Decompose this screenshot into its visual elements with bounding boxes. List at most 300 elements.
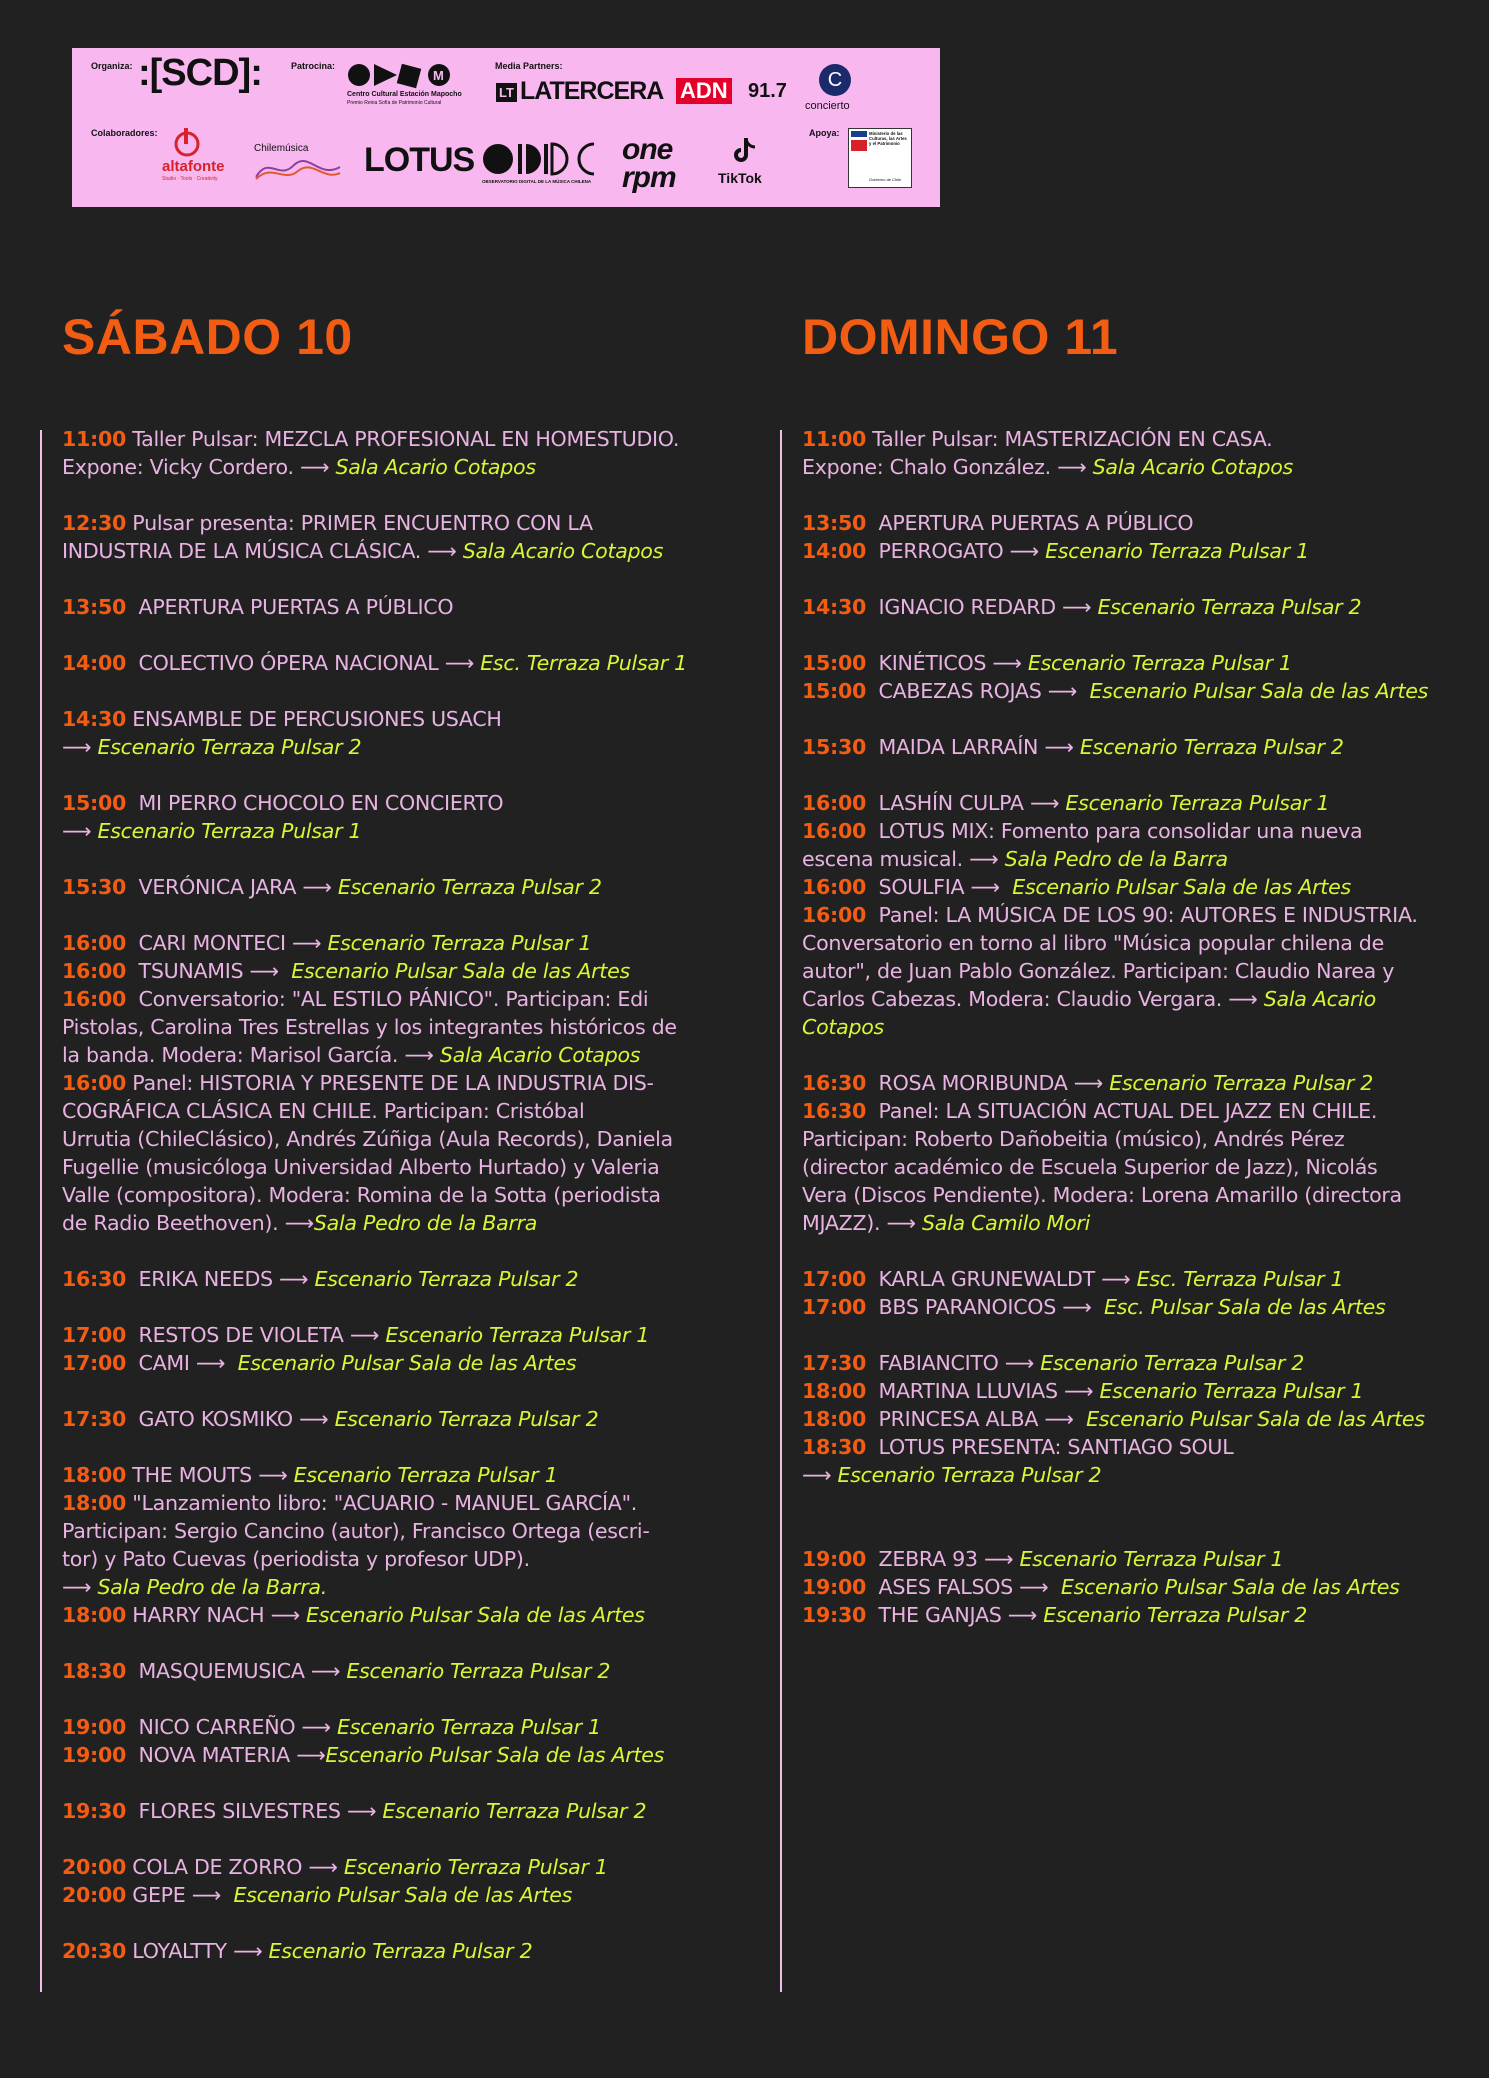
event-title: APERTURA PUERTAS A PÚBLICO <box>866 511 1194 535</box>
event-title: LA SITUACIÓN ACTUAL DEL JAZZ EN CHILE. <box>945 1099 1378 1123</box>
schedule-line <box>802 957 1482 985</box>
event-text: ⟶ <box>1029 791 1066 815</box>
time: 16:30 <box>802 1099 867 1123</box>
venue-link: Sala Pedro de la Barra <box>1004 847 1228 871</box>
schedule-line <box>802 1601 1482 1629</box>
event-text: (director académico de Escuela Superior de Jazz), Nicolás <box>802 1155 1378 1179</box>
venue-link: Escenario Terraza Pulsar 1 <box>1019 1547 1284 1571</box>
schedule-spacer <box>802 1517 1482 1545</box>
time: 14:00 <box>62 651 127 675</box>
schedule-entry <box>802 1069 1482 1237</box>
event-title: FABIANCITO <box>866 1351 1005 1375</box>
event-title: LASHÍN CULPA <box>866 791 1030 815</box>
time: 17:00 <box>802 1295 867 1319</box>
tiktok-logo: TikTok <box>718 170 762 186</box>
event-text: ⟶ <box>404 1043 440 1067</box>
schedule-line <box>62 873 742 901</box>
event-title: NOVA MATERIA <box>126 1743 297 1767</box>
schedule-line <box>802 537 1482 565</box>
schedule-line <box>802 453 1482 481</box>
event-title: PERROGATO <box>866 539 1010 563</box>
altafonte-logo: altafonte <box>162 158 225 175</box>
event-text: . <box>630 1491 638 1515</box>
schedule-line <box>802 593 1482 621</box>
venue-link: Escenario Terraza Pulsar 1 <box>343 1855 608 1879</box>
event-text: ⟶ <box>195 1351 238 1375</box>
event-title: HARRY NACH <box>126 1603 271 1627</box>
event-text: ⟶ <box>1019 1575 1061 1599</box>
event-text: escena musical. <box>802 847 970 871</box>
time: 15:00 <box>62 791 127 815</box>
event-text: ⟶ <box>1063 1379 1100 1403</box>
event-text: Expone: Chalo González. <box>802 455 1058 479</box>
schedule-line <box>802 1181 1482 1209</box>
event-text: ⟶ <box>191 1883 234 1907</box>
schedule-entry <box>62 873 742 901</box>
event-title: ZEBRA 93 <box>866 1547 984 1571</box>
event-text: ⟶ <box>62 735 98 759</box>
scd-logo: :[SCD]: <box>138 52 262 94</box>
event-title: MASTERIZACIÓN EN CASA. <box>1004 427 1273 451</box>
organiza-label: Organiza: <box>91 61 133 71</box>
event-title: COGRÁFICA CLÁSICA EN CHILE <box>62 1099 372 1123</box>
event-text: ⟶ <box>299 1407 335 1431</box>
altafonte-icon <box>172 128 202 158</box>
schedule-entry <box>62 649 742 677</box>
time: 20:30 <box>62 1939 127 1963</box>
schedule-line <box>802 733 1482 761</box>
concierto-icon: C <box>819 64 851 96</box>
event-title: SOULFIA <box>866 875 971 899</box>
schedule-entry <box>802 1545 1482 1629</box>
venue-link: Escenario Terraza Pulsar 2 <box>268 1939 533 1963</box>
event-text: ⟶ <box>1009 539 1046 563</box>
event-title: COLA DE ZORRO <box>126 1855 309 1879</box>
schedule-line <box>802 789 1482 817</box>
schedule-line <box>62 1489 742 1517</box>
venue-link: Escenario Terraza Pulsar 2 <box>1109 1071 1374 1095</box>
schedule-line <box>802 509 1482 537</box>
schedule-line <box>802 1573 1482 1601</box>
event-title: MAIDA LARRAÍN <box>866 735 1045 759</box>
time: 17:00 <box>62 1323 127 1347</box>
event-title: APERTURA PUERTAS A PÚBLICO <box>126 595 454 619</box>
venue-link: Escenario Pulsar Sala de las Artes <box>1086 1407 1425 1431</box>
event-text: ⟶ <box>299 455 336 479</box>
schedule-line <box>62 789 742 817</box>
schedule-line <box>802 1293 1482 1321</box>
venue-link: Sala Acario Cotapos <box>439 1043 641 1067</box>
schedule-line <box>802 677 1482 705</box>
event-title: TSUNAMIS <box>126 959 250 983</box>
venue-link: Escenario Terraza Pulsar 1 <box>337 1715 601 1739</box>
event-text: ⟶ <box>427 539 463 563</box>
event-text: Pulsar presenta: <box>126 511 301 535</box>
event-text: Panel: <box>866 903 946 927</box>
schedule-line <box>802 845 1482 873</box>
event-title: LOTUS MIX <box>866 819 989 843</box>
event-title: GATO KOSMIKO <box>126 1407 300 1431</box>
time: 19:00 <box>802 1575 867 1599</box>
schedule-line <box>62 1881 742 1909</box>
event-title: CAMI <box>126 1351 196 1375</box>
schedule-line <box>62 1209 742 1237</box>
event-title: PRINCESA ALBA <box>866 1407 1045 1431</box>
event-text: Taller Pulsar: <box>126 427 265 451</box>
schedule-line <box>62 1797 742 1825</box>
time: 18:00 <box>802 1379 867 1403</box>
ministerio-logo <box>848 128 912 188</box>
schedule-line <box>802 1265 1482 1293</box>
event-text: Taller Pulsar: <box>866 427 1005 451</box>
event-text: ⟶ <box>346 1799 383 1823</box>
time: 18:00 <box>62 1463 127 1487</box>
media-partners-label: Media Partners: <box>495 61 563 71</box>
event-title: CARI MONTECI <box>126 931 293 955</box>
time: 11:00 <box>802 427 867 451</box>
schedule-entry <box>802 1349 1482 1489</box>
event-text: Participan: Sergio Cancino (autor), Francisco Ortega (escri- <box>62 1519 650 1543</box>
time: 11:00 <box>62 427 127 451</box>
event-title: HISTORIA Y PRESENTE DE LA INDUSTRIA DIS- <box>199 1071 654 1095</box>
schedule-line <box>62 453 742 481</box>
schedule-line <box>802 1125 1482 1153</box>
event-text: autor", de Juan Pablo González. Participan: Claudio Narea y <box>802 959 1395 983</box>
event-text: Participan: Roberto Dañobeitia (músico), Andrés Pérez <box>802 1127 1345 1151</box>
event-text: ⟶ <box>296 1743 326 1767</box>
time: 16:00 <box>802 903 867 927</box>
event-title: THE GANJAS <box>866 1603 1008 1627</box>
event-title: CABEZAS ROJAS <box>866 679 1048 703</box>
altafonte-sub: Studio · Tools · Creativity <box>162 176 218 182</box>
event-text: ⟶ <box>279 1267 315 1291</box>
schedule-line <box>802 649 1482 677</box>
time: 19:00 <box>62 1715 127 1739</box>
event-text: ⟶ <box>1062 595 1098 619</box>
event-text: ⟶ <box>1047 679 1090 703</box>
venue-link: Escenario Terraza Pulsar 2 <box>837 1463 1102 1487</box>
schedule-line <box>802 1545 1482 1573</box>
adn-logo: ADN <box>676 78 732 104</box>
schedule-entry <box>62 1657 742 1685</box>
schedule-line <box>802 901 1482 929</box>
event-title: LA MÚSICA DE LOS 90: AUTORES E INDUSTRIA. <box>945 903 1418 927</box>
time: 14:30 <box>802 595 867 619</box>
schedule-line <box>802 1013 1482 1041</box>
event-text: ⟶ <box>292 931 328 955</box>
venue-link: Escenario Pulsar Sala de las Artes <box>1089 679 1429 703</box>
venue-link: Sala Pedro de la Barra. <box>97 1575 327 1599</box>
event-text: ⟶ <box>1007 1603 1044 1627</box>
schedule-line <box>802 1461 1482 1489</box>
time: 16:00 <box>62 959 127 983</box>
venue-link: Cotapos <box>802 1015 884 1039</box>
adn-frequency: 91.7 <box>748 80 787 102</box>
event-text: ⟶ <box>308 1855 344 1879</box>
venue-link: Escenario Terraza Pulsar 2 <box>1097 595 1362 619</box>
venue-link: Escenario Terraza Pulsar 2 <box>97 735 362 759</box>
schedule-entry <box>62 1713 742 1769</box>
schedule-line <box>62 1573 742 1601</box>
time: 16:00 <box>802 819 867 843</box>
event-text: ⟶ <box>249 959 292 983</box>
venue-link: Sala Acario Cotapos <box>335 455 536 479</box>
time: 16:00 <box>802 791 867 815</box>
time: 16:00 <box>62 987 127 1011</box>
venue-link: Esc. Terraza Pulsar 1 <box>1136 1267 1344 1291</box>
observatorio-logo: OBSERVATORIO DIGITAL DE LA MÚSICA CHILENA <box>482 179 592 184</box>
saturday-title: SÁBADO 10 <box>62 309 353 365</box>
sunday-title: DOMINGO 11 <box>802 309 1119 365</box>
event-title: LOYALTTY <box>126 1939 234 1963</box>
venue-link: Escenario Terraza Pulsar 1 <box>1045 539 1309 563</box>
schedule-entry <box>802 509 1482 565</box>
event-text: Conversatorio en torno al libro "Música popular chilena de <box>802 931 1384 955</box>
venue-link: Sala Acario Cotapos <box>462 539 664 563</box>
schedule-line <box>62 1013 742 1041</box>
event-text: ⟶ <box>310 1659 347 1683</box>
chile-shield-icon <box>851 131 867 151</box>
time: 12:30 <box>62 511 127 535</box>
schedule-entry <box>62 1461 742 1629</box>
venue-link: Escenario Pulsar Sala de las Artes <box>306 1603 645 1627</box>
event-title: MEZCLA PROFESIONAL EN HOMESTUDIO. <box>264 427 680 451</box>
schedule-entry <box>62 425 742 481</box>
event-title: FLORES SILVESTRES <box>126 1799 347 1823</box>
event-text: ⟶ <box>62 819 98 843</box>
time: 15:30 <box>62 875 127 899</box>
event-text: Valle (compositora). Modera: Romina de la Sotta (periodista <box>62 1183 661 1207</box>
schedule-line <box>62 705 742 733</box>
venue-link: Escenario Terraza Pulsar 1 <box>327 931 592 955</box>
venue-link: Escenario Terraza Pulsar 1 <box>1027 651 1292 675</box>
time: 17:30 <box>802 1351 867 1375</box>
tiktok-icon <box>732 136 758 164</box>
venue-link: Escenario Terraza Pulsar 1 <box>97 819 362 843</box>
venue-link: Escenario Pulsar Sala de las Artes <box>1060 1575 1400 1599</box>
time: 19:00 <box>62 1743 127 1767</box>
schedule-line <box>62 1181 742 1209</box>
event-text: ⟶ <box>802 1463 838 1487</box>
schedule-entry <box>62 509 742 565</box>
time: 15:00 <box>802 651 867 675</box>
venue-link: Esc. Pulsar Sala de las Artes <box>1103 1295 1386 1319</box>
ministerio-name: Ministerio de las Culturas, las Artes y el Patrimonio <box>869 131 907 146</box>
schedule-entry <box>62 789 742 845</box>
schedule-line <box>802 1349 1482 1377</box>
event-text: ⟶ <box>1228 987 1264 1011</box>
schedule-line <box>62 1321 742 1349</box>
schedule-entry <box>802 649 1482 705</box>
event-title: COLECTIVO ÓPERA NACIONAL <box>126 651 445 675</box>
time: 14:30 <box>62 707 127 731</box>
time: 20:00 <box>62 1883 127 1907</box>
time: 18:00 <box>62 1603 127 1627</box>
event-text: ⟶ <box>284 1211 314 1235</box>
time: 18:30 <box>62 1659 127 1683</box>
venue-link: Sala Camilo Mori <box>922 1211 1090 1235</box>
event-text: Panel: <box>126 1071 200 1095</box>
patrocina-label: Patrocina: <box>291 61 336 71</box>
time: 16:00 <box>802 875 867 899</box>
mapocho-shapes-icon <box>347 60 457 90</box>
schedule-entry <box>62 1853 742 1909</box>
venue-link: Sala Pedro de la Barra <box>313 1211 538 1235</box>
event-title: ERIKA NEEDS <box>126 1267 280 1291</box>
event-text: ⟶ <box>969 847 1005 871</box>
event-text: Urrutia (ChileClásico), Andrés Zúñiga (Aula Records), Daniela <box>62 1127 673 1151</box>
schedule-line <box>62 1125 742 1153</box>
venue-link: Escenario Terraza Pulsar 1 <box>1099 1379 1364 1403</box>
event-title: NICO CARREÑO <box>126 1715 302 1739</box>
sunday-schedule <box>802 425 1482 1657</box>
schedule-line <box>802 1153 1482 1181</box>
concierto-logo: concierto <box>805 100 850 112</box>
venue-link: Escenario Terraza Pulsar 2 <box>346 1659 611 1683</box>
event-text: . Participan: Edi <box>492 987 649 1011</box>
event-text: Fugellie (musicóloga Universidad Alberto Hurtado) y Valeria <box>62 1155 660 1179</box>
schedule-entry <box>62 1265 742 1293</box>
schedule-entry <box>802 1265 1482 1321</box>
event-text: . Participan: Cristóbal <box>371 1099 585 1123</box>
event-title: "ACUARIO - MANUEL GARCÍA" <box>333 1491 631 1515</box>
event-text: ⟶ <box>1004 1351 1041 1375</box>
schedule-line <box>62 817 742 845</box>
event-text: MJAZZ). <box>802 1211 887 1235</box>
schedule-entry <box>62 705 742 761</box>
schedule-line <box>802 1069 1482 1097</box>
lotus-logo: LOTUS <box>364 141 475 179</box>
schedule-line <box>802 1097 1482 1125</box>
event-text: ⟶ <box>1062 1295 1104 1319</box>
schedule-line <box>62 733 742 761</box>
event-text: ⟶ <box>444 651 481 675</box>
schedule-line <box>62 1097 742 1125</box>
time: 16:30 <box>62 1267 127 1291</box>
schedule-line <box>62 985 742 1013</box>
event-text: de Radio Beethoven). <box>62 1211 285 1235</box>
schedule-line <box>62 1601 742 1629</box>
schedule-entry <box>802 593 1482 621</box>
time: 16:00 <box>62 1071 127 1095</box>
saturday-schedule <box>62 425 742 1993</box>
event-text: Panel: <box>866 1099 946 1123</box>
event-title: KINÉTICOS <box>866 651 993 675</box>
schedule-line <box>62 1153 742 1181</box>
schedule-line <box>62 537 742 565</box>
schedule-entry <box>802 425 1482 481</box>
schedule-entry <box>62 1405 742 1433</box>
schedule-line <box>802 1377 1482 1405</box>
time: 17:00 <box>802 1267 867 1291</box>
venue-link: Escenario Pulsar Sala de las Artes <box>233 1883 573 1907</box>
venue-link: Escenario Pulsar Sala de las Artes <box>291 959 630 983</box>
schedule-line <box>62 1657 742 1685</box>
time: 13:50 <box>802 511 867 535</box>
schedule-entry <box>62 1797 742 1825</box>
schedule-line <box>62 649 742 677</box>
venue-link: Escenario Pulsar Sala de las Artes <box>325 1743 665 1767</box>
event-title: MI PERRO CHOCOLO EN CONCIERTO <box>126 791 504 815</box>
colaboradores-label: Colaboradores: <box>91 128 158 138</box>
event-text: Carlos Cabezas. Modera: Claudio Vergara. <box>802 987 1229 1011</box>
chilemusica-wave-icon <box>254 153 342 183</box>
schedule-entry <box>62 1321 742 1377</box>
event-text: Vera (Discos Pendiente). Modera: Lorena Amarillo (directora <box>802 1183 1402 1207</box>
event-text: ⟶ <box>349 1323 386 1347</box>
event-text: ⟶ <box>1044 1407 1087 1431</box>
observatorio-icon <box>482 141 600 177</box>
schedule-line <box>62 1713 742 1741</box>
sponsor-banner <box>72 48 940 207</box>
schedule-line <box>62 957 742 985</box>
event-text: ⟶ <box>992 651 1028 675</box>
venue-link: Escenario Terraza Pulsar 1 <box>385 1323 650 1347</box>
time: 18:30 <box>802 1435 867 1459</box>
event-text: ⟶ <box>970 875 1013 899</box>
time: 17:30 <box>62 1407 127 1431</box>
event-text: ⟶ <box>270 1603 307 1627</box>
schedule-line <box>62 929 742 957</box>
schedule-line <box>62 1517 742 1545</box>
event-text: : Fomento para consolidar una nueva <box>988 819 1363 843</box>
event-text: ⟶ <box>258 1463 294 1487</box>
event-title: GEPE <box>126 1883 192 1907</box>
time: 16:00 <box>62 931 127 955</box>
schedule-line <box>62 1461 742 1489</box>
time: 18:00 <box>802 1407 867 1431</box>
time: 18:00 <box>62 1491 127 1515</box>
mapocho-sub: Premio Reina Sofía de Patrimonio Cultural <box>347 100 442 106</box>
saturday-divider <box>40 430 42 1992</box>
event-title: THE MOUTS <box>126 1463 259 1487</box>
event-text: ⟶ <box>1101 1267 1137 1291</box>
venue-link: Escenario Terraza Pulsar 2 <box>1040 1351 1305 1375</box>
apoya-label: Apoya: <box>809 128 840 138</box>
schedule-line <box>62 1741 742 1769</box>
latercera-badge: LT <box>496 83 517 102</box>
event-text: la banda. Modera: Marisol García. <box>62 1043 405 1067</box>
venue-link: Escenario Terraza Pulsar 2 <box>334 1407 599 1431</box>
time: 17:00 <box>62 1351 127 1375</box>
event-title: LOTUS PRESENTA: SANTIAGO SOUL <box>866 1435 1234 1459</box>
event-text: ⟶ <box>302 875 338 899</box>
schedule-line <box>62 1853 742 1881</box>
venue-link: Sala Acario Cotapos <box>1092 455 1293 479</box>
event-text: ⟶ <box>983 1547 1020 1571</box>
event-title: MARTINA LLUVIAS <box>866 1379 1064 1403</box>
event-title: RESTOS DE VIOLETA <box>126 1323 350 1347</box>
venue-link: Escenario Pulsar Sala de las Artes <box>1012 875 1351 899</box>
time: 19:00 <box>802 1547 867 1571</box>
event-text: ⟶ <box>1044 735 1080 759</box>
schedule-line <box>802 817 1482 845</box>
time: 19:30 <box>802 1603 867 1627</box>
event-title: VERÓNICA JARA <box>126 875 303 899</box>
latercera-logo: LATERCERA <box>520 77 664 105</box>
schedule-line <box>62 1041 742 1069</box>
time: 15:30 <box>802 735 867 759</box>
venue-link: Escenario Terraza Pulsar 2 <box>337 875 602 899</box>
event-title: KARLA GRUNEWALDT <box>866 1267 1102 1291</box>
schedule-line <box>62 1069 742 1097</box>
venue-link: Escenario Terraza Pulsar 1 <box>1065 791 1330 815</box>
time: 13:50 <box>62 595 127 619</box>
schedule-line <box>62 425 742 453</box>
schedule-line <box>62 1265 742 1293</box>
event-title: ROSA MORIBUNDA <box>866 1071 1074 1095</box>
event-text: Pistolas, Carolina Tres Estrellas y los integrantes históricos de <box>62 1015 677 1039</box>
